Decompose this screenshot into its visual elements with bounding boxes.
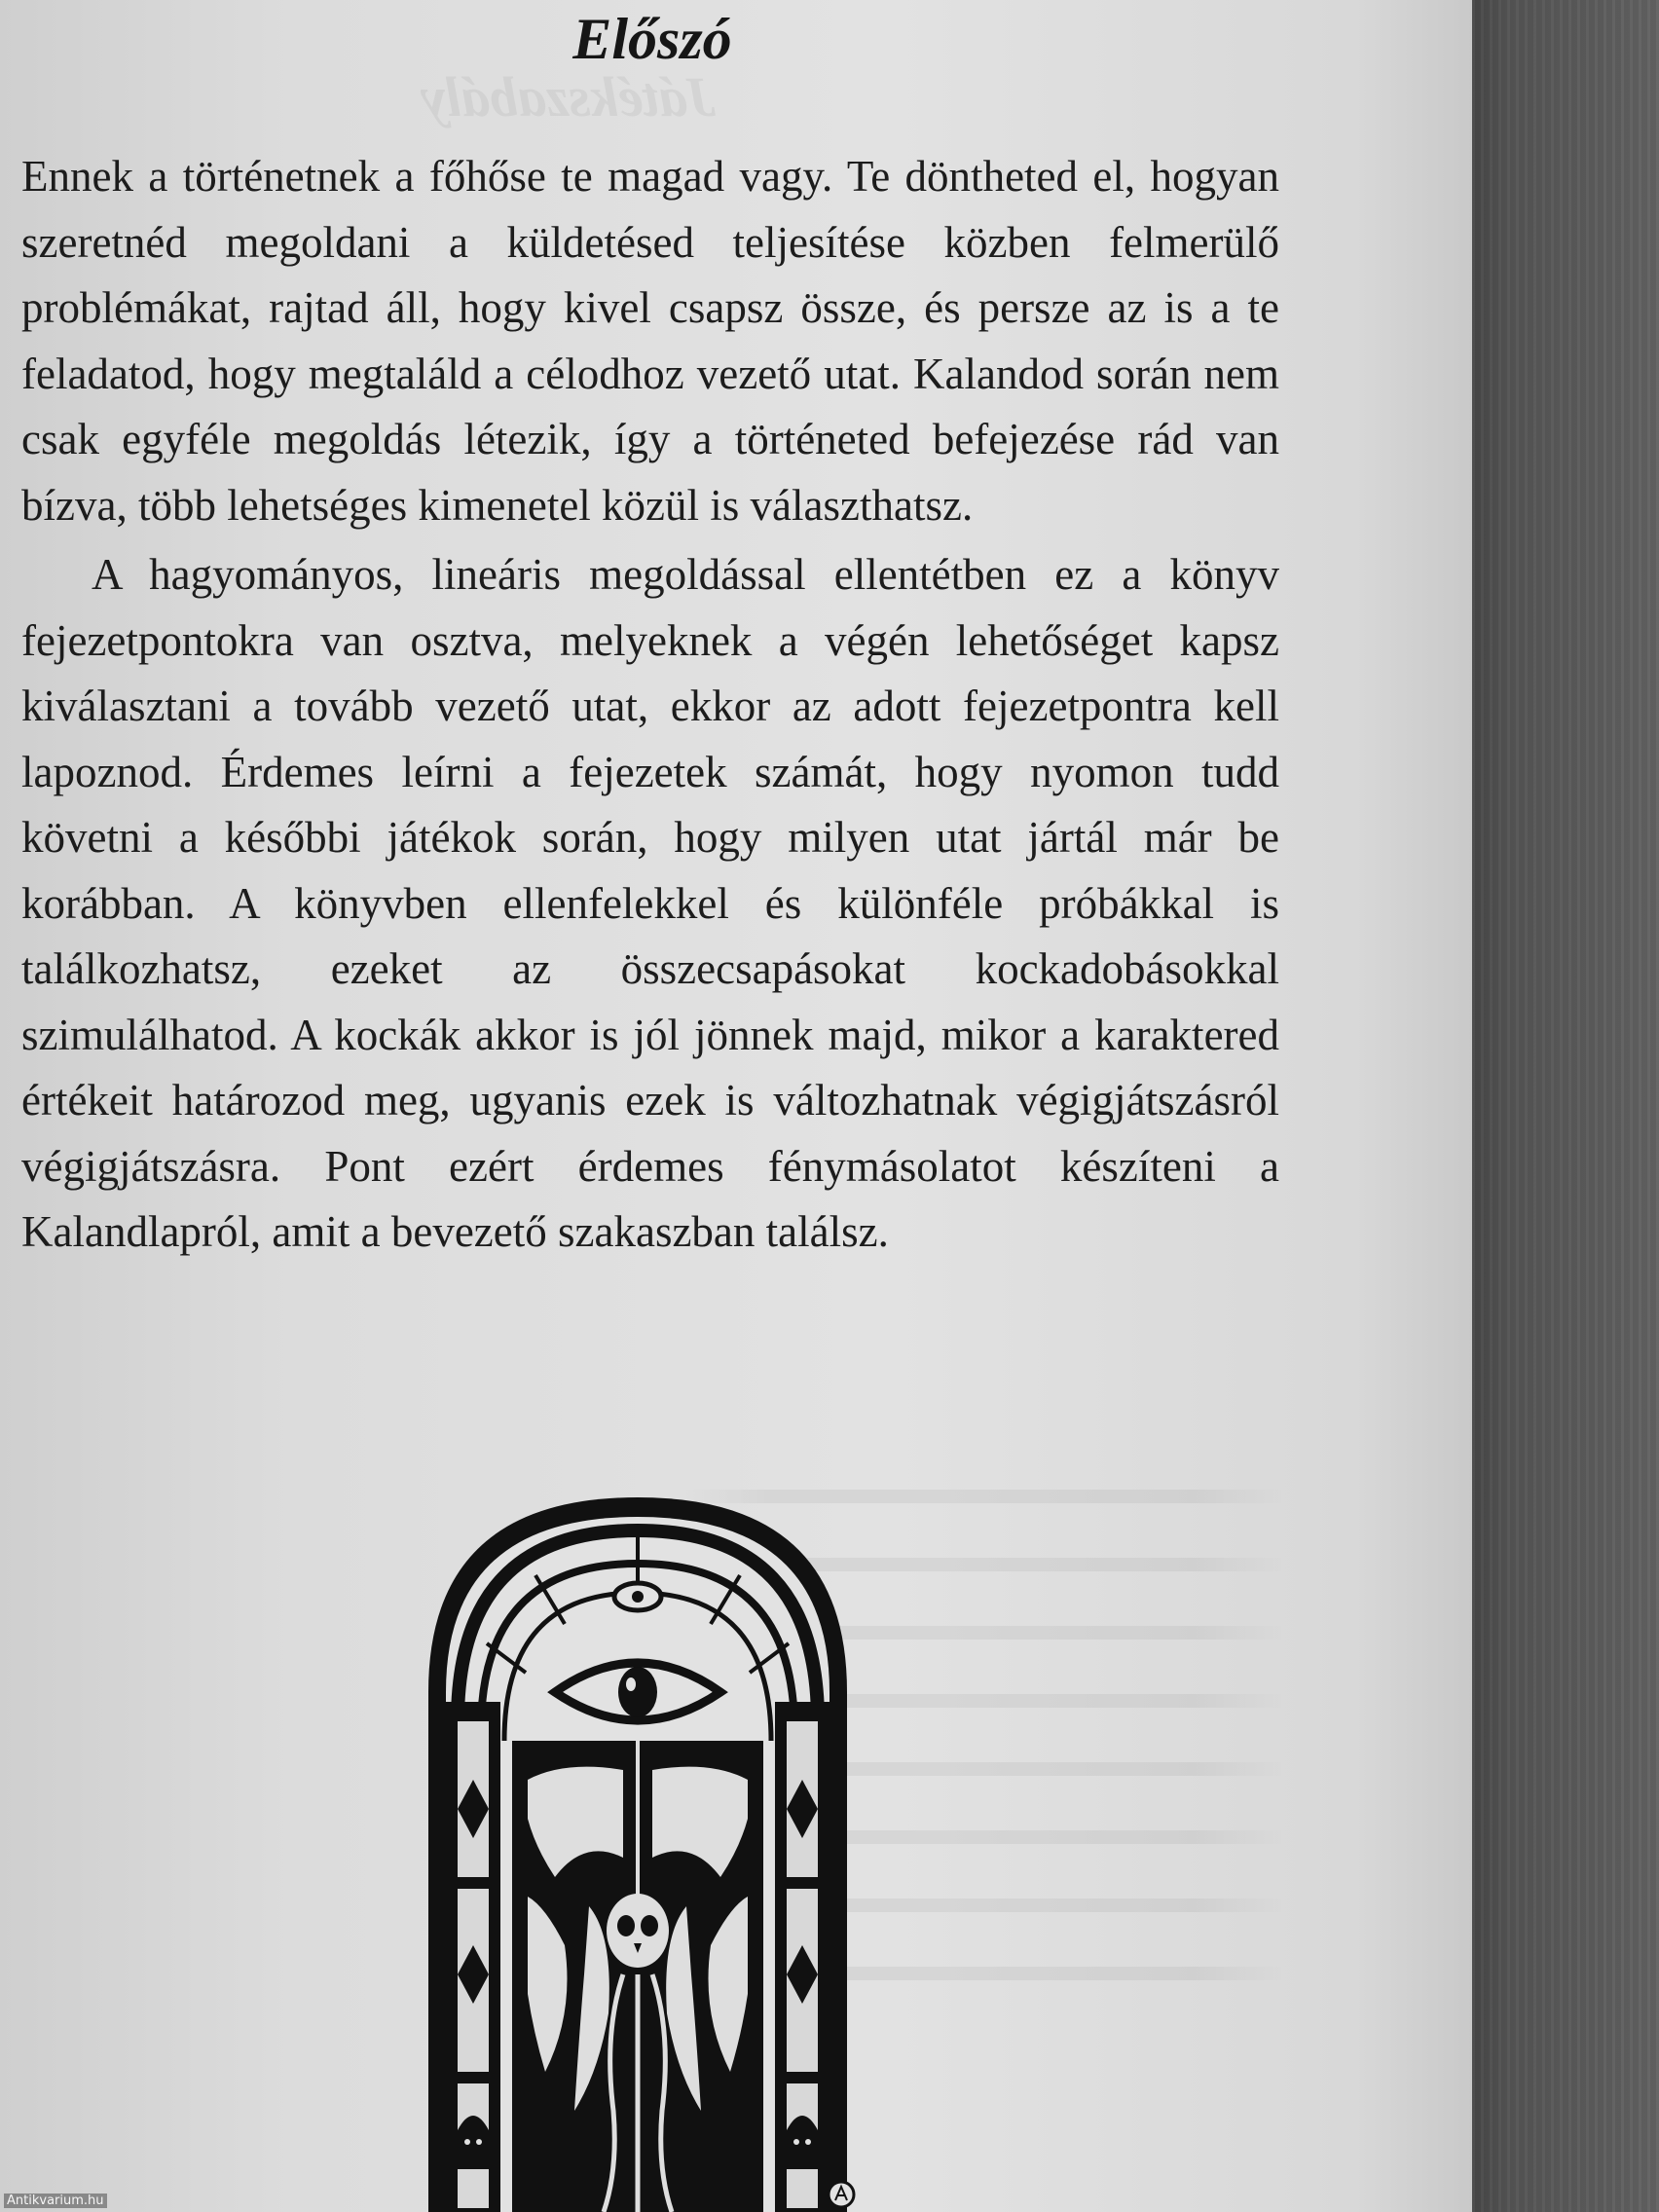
paragraph-1: Ennek a történetnek a főhőse te magad vagy. Te döntheted el, hogyan szeretnéd megoldani a küldetésed teljesítése közben felmerülő problémákat, rajtad áll, hogy kivel csapsz össze, és persze az is a te feladatod, hogy megtaláld a célodhoz vezető utat. Kalandod során nem csak egyféle megoldás létezik, így a történeted befejezése rád van bízva, több lehetséges kimenetel közül is választhatsz. (21, 152, 1279, 530)
body-text (21, 144, 1279, 1266)
bleed-through-heading: Játékszabály (421, 65, 716, 129)
watermark: Antikvarium.hu (4, 2194, 107, 2208)
door-illustration (419, 1488, 857, 2212)
book-gutter (1472, 0, 1659, 2212)
paragraph-2: A hagyományos, lineáris megoldással ellentétben ez a könyv fejezetpontokra van osztva, melyeknek a végén lehetőséget kapsz kiválasztani a tovább vezető utat, ekkor az adott fejezetpontra kell lapoznod. Érdemes leírni a fejezetek számát, hogy nyomon tudd követni a későbbi játékok során, hogy milyen utat jártál már be korábban. A könyvben ellenfelekkel és különféle próbákkal is találkozhatsz, ezeket az összecsapásokat kockadobásokkal szimulálhatod. A kockák akkor is jól jönnek majd, mikor a karaktered értékeit határozod meg, ugyanis ezek is változhatnak végigjátszásról végigjátszásra. Pont ezért érdemes fénymásolatot készíteni a Kalandlapról, amit a bevezető szakaszban találsz. (21, 550, 1279, 1256)
page-title: Előszó (572, 7, 732, 71)
